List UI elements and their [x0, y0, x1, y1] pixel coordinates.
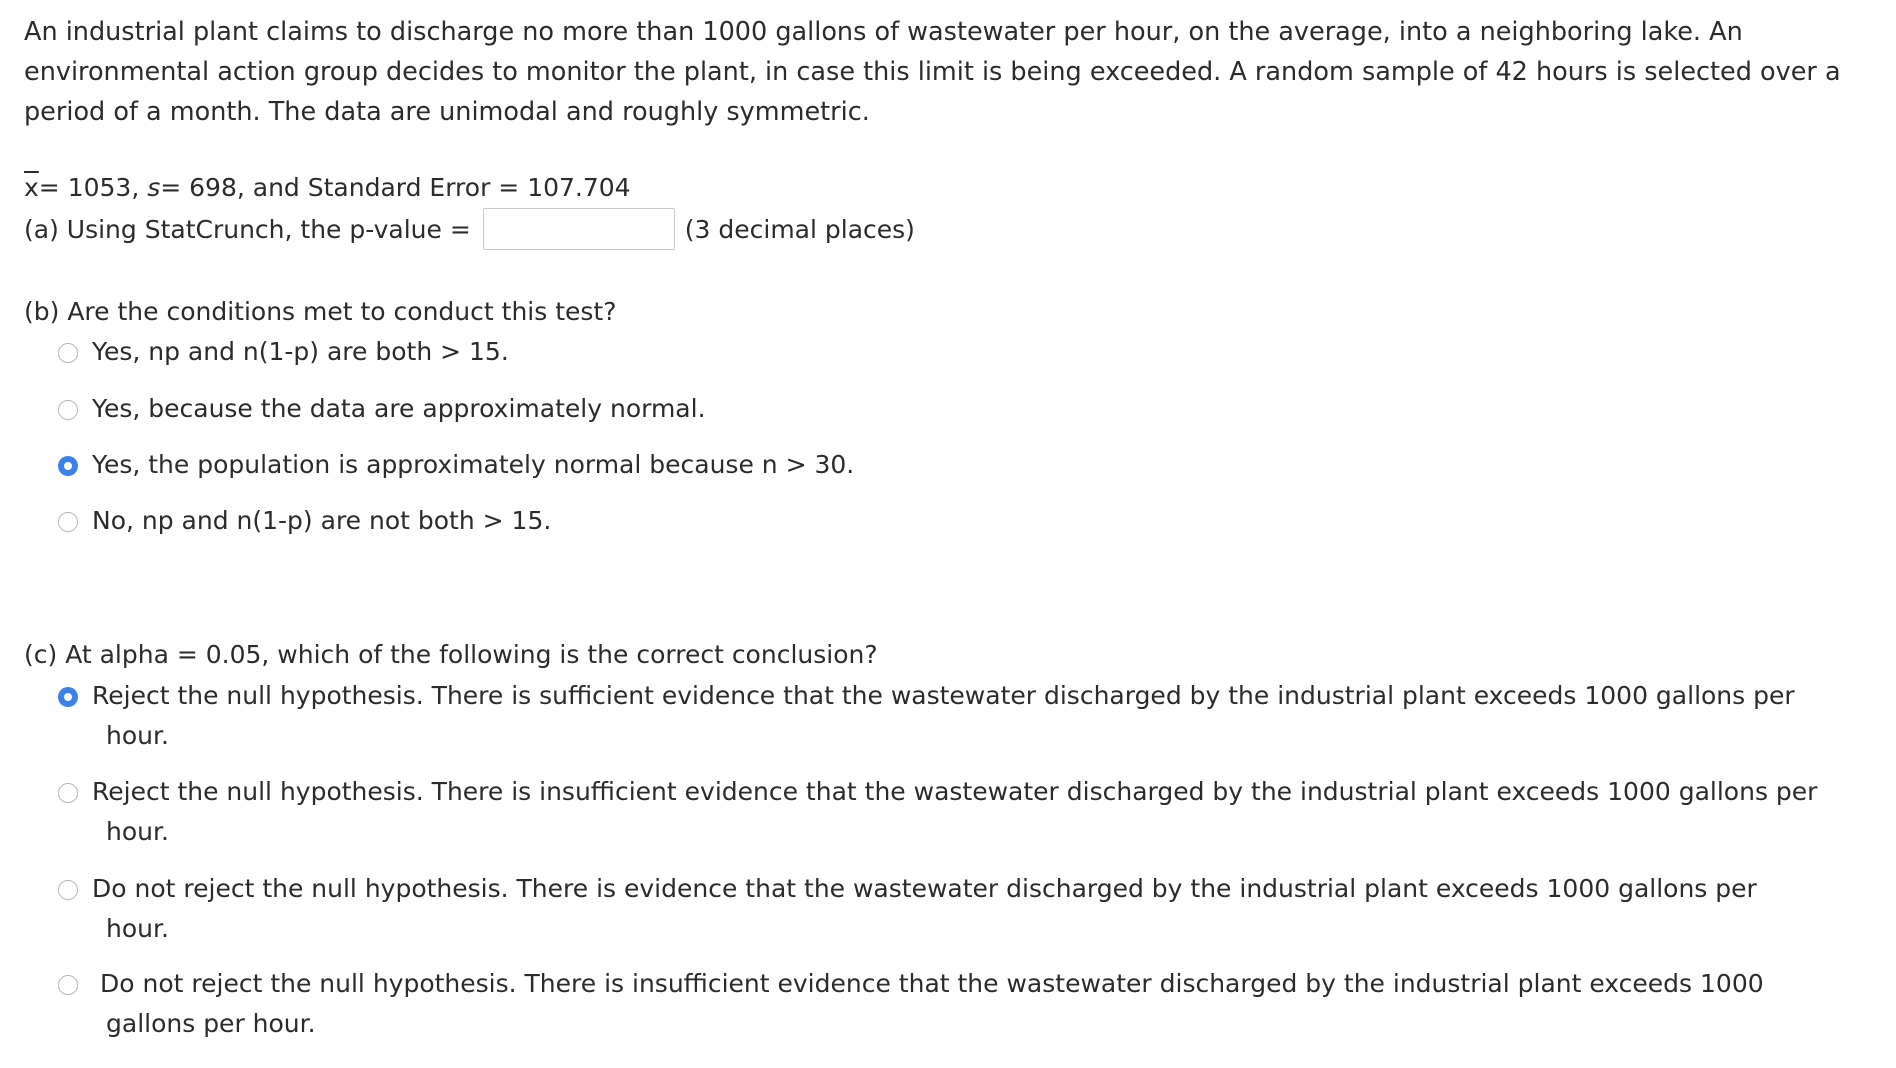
s-symbol: s: [147, 173, 161, 202]
part-c-option-2[interactable]: [58, 772, 1817, 852]
radio-button-selected[interactable]: [58, 456, 78, 476]
option-label: Yes, the population is approximately normal because n > 30.: [92, 450, 855, 479]
option-line-2: hour.: [106, 914, 169, 943]
part-b-option-2[interactable]: [58, 389, 706, 429]
part-a-row: [24, 207, 915, 251]
p-value-input[interactable]: [483, 208, 675, 250]
xbar-value: = 1053,: [38, 173, 140, 202]
radio-button[interactable]: [58, 343, 78, 363]
part-a-suffix: (3 decimal places): [684, 214, 915, 244]
radio-button-selected[interactable]: [58, 687, 78, 707]
option-label: Yes, because the data are approximately normal.: [92, 394, 706, 423]
option-label: [92, 772, 1817, 852]
option-line-1: Do not reject the null hypothesis. There is evidence that the wastewater discharged by the industrial plant exceeds 1000 gallons per: [92, 874, 1757, 903]
option-label: [92, 676, 1795, 756]
option-label: Yes, np and n(1-p) are both > 15.: [92, 337, 509, 366]
option-line-2: hour.: [106, 817, 169, 846]
radio-button[interactable]: [58, 783, 78, 803]
option-label: [92, 869, 1757, 949]
sample-statistics: [24, 168, 631, 208]
radio-button[interactable]: [58, 400, 78, 420]
part-c-question: (c) At alpha = 0.05, which of the following is the correct conclusion?: [24, 640, 878, 669]
question-page: [24, 0, 1884, 1038]
option-label: No, np and n(1-p) are not both > 15.: [92, 506, 552, 535]
option-line-1: Reject the null hypothesis. There is sufficient evidence that the wastewater discharged by the industrial plant exceeds 1000 gallons per: [92, 681, 1795, 710]
radio-button[interactable]: [58, 975, 78, 995]
radio-button[interactable]: [58, 512, 78, 532]
part-a-label: (a) Using StatCrunch, the p-value =: [24, 214, 471, 244]
option-line-2: hour.: [106, 721, 169, 750]
xbar-symbol: $\overline{x}$: [24, 173, 39, 202]
option-line-2: gallons per hour.: [106, 1009, 316, 1038]
problem-intro: An industrial plant claims to discharge no more than 1000 gallons of wastewater per hour, on the average, into a neighboring lake. An environmental action group decides to monitor the plant, in case this limit is being exceeded. A random sample of 42 hours is selected over a period of a month. The data are unimodal and roughly symmetric.: [24, 17, 1841, 127]
radio-button[interactable]: [58, 880, 78, 900]
part-b-question: (b) Are the conditions met to conduct this test?: [24, 297, 617, 326]
option-line-1: Do not reject the null hypothesis. There is insufficient evidence that the wastewater discharged by the industrial plant exceeds 1000: [100, 969, 1764, 998]
s-and-se-values: = 698, and Standard Error = 107.704: [160, 173, 631, 202]
part-c-option-3[interactable]: [58, 869, 1757, 949]
option-line-1: Reject the null hypothesis. There is insufficient evidence that the wastewater discharged by the industrial plant exceeds 1000 gallons per: [92, 777, 1818, 806]
part-b-option-4[interactable]: [58, 501, 551, 541]
part-c-option-1[interactable]: [58, 676, 1795, 756]
part-c-option-4[interactable]: [58, 964, 1764, 1044]
part-b-option-3[interactable]: [58, 445, 854, 485]
part-b-option-1[interactable]: [58, 332, 509, 372]
option-label: [92, 964, 1764, 1044]
